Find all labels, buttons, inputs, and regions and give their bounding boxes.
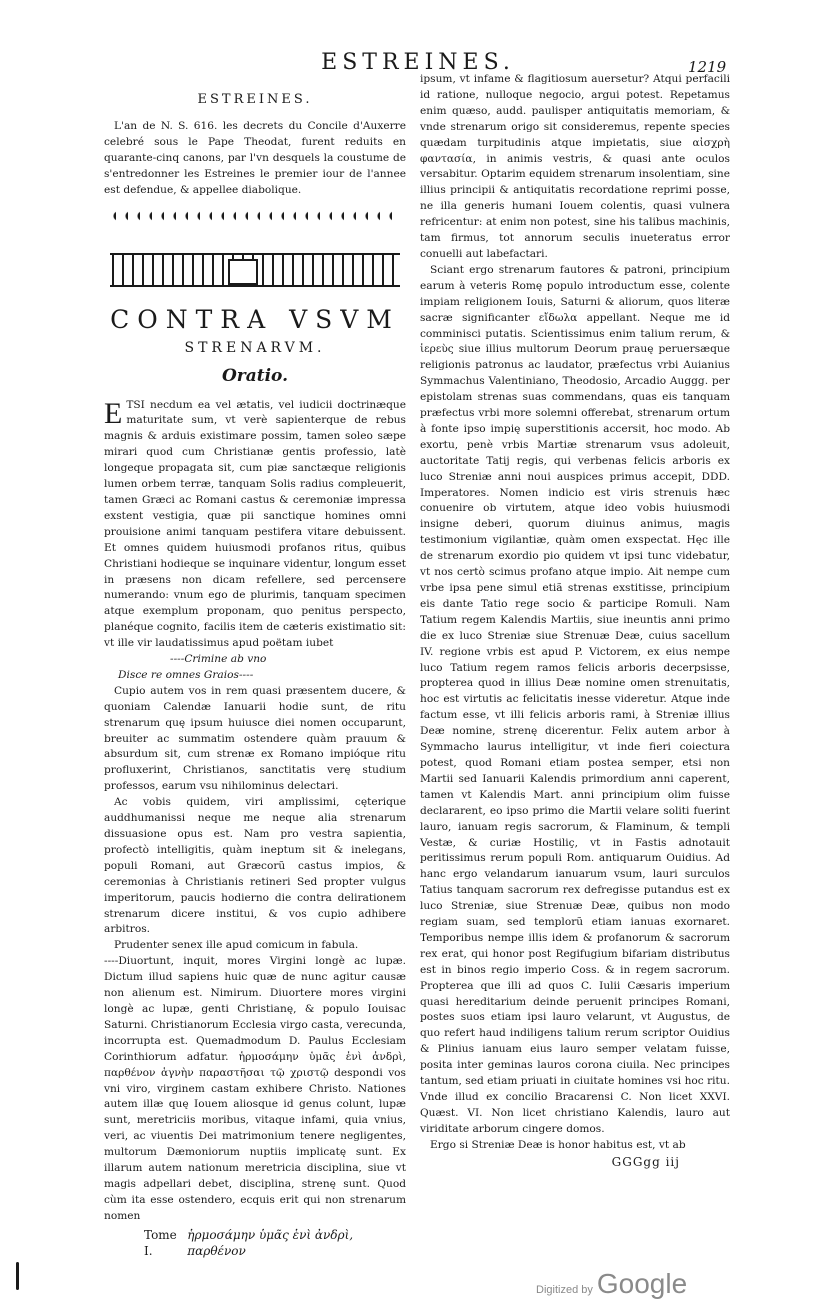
oration-label: Oratio. bbox=[221, 365, 289, 386]
footer-greek: ἡρμοσάμην ὑμᾶς ἑνὶ ἀνδρὶ, παρθένον bbox=[187, 1227, 354, 1258]
ornament-row bbox=[112, 209, 398, 223]
right-column bbox=[420, 72, 730, 1170]
drop-cap: E bbox=[104, 396, 123, 430]
paragraph-2: Cupio autem vos in rem quasi præsentem ducere, & quoniam Calendæ Ianuarii hodie sunt, de ritu strenarum quę ipsum huiusce diei nomen occuparunt, breuiter ac summatim ostendere quàm prauum & absurdum sit, cum strenæ ex Romano impióque ritu profluxerint, Christianos, sanctitatis verę studium professos, earum vsu nihilominus delectari. bbox=[104, 684, 406, 793]
volume-label: Tome I. bbox=[144, 1227, 177, 1258]
verse-line-2: Disce re omnes Graios---- bbox=[118, 668, 254, 681]
oration-title: CONTRA VSVM bbox=[110, 304, 400, 334]
signature-catchword: GGGgg iij bbox=[611, 1154, 680, 1169]
section-heading: ESTREINES. bbox=[197, 92, 313, 107]
paragraph-3: Ac vobis quidem, viri amplissimi, cęterique auddhumanissi neque me neque alia strenarum dissuasione opus est. Nam pro vestra sapientia, profectò intelligitis, quàm ineptum sit & inelegans, populi Romani, aut Græcorũ castus impios, & ceremonias à Christianis retineri Sed propter vulgus imperitorum, paucis hodierno die contra delirationem strenarum dicere institui, & vos cupio adhibere arbitros. bbox=[104, 796, 406, 936]
ornament-band bbox=[110, 253, 400, 287]
running-title: ESTREINES. bbox=[321, 50, 515, 75]
right-paragraph-1: ipsum, vt infame & flagitiosum auersetur? Atqui perfacili id ratione, nulloque negocio, argui potest. Repetamus enim quæso, audd. paulisper antiquitatis memoriam, & vnde strenarum origo sit consideremus, repente species quædam turpitudinis atque impietatis, siue αἰσχρὴ φαντασία, in animis vestris, & quasi ante oculos versabitur. Optarim equidem strenarum insolentiam, sine illius principii & antiquitatis recordatione reprimi posse, ne illa generis humani Iouem colentis, quasi vulnera refricentur: at enim non potest, sine his talibus machinis, tam firmus, tot annorum seculis inueteratus error conuelli aut labefactari. bbox=[420, 73, 730, 260]
page-number: 1219 bbox=[688, 58, 727, 76]
oration-subtitle: STRENARVM. bbox=[184, 339, 326, 356]
paragraph-4: Prudenter senex ille apud comicum in fabula. bbox=[114, 939, 359, 952]
footer-line bbox=[104, 1227, 406, 1259]
margin-mark bbox=[16, 1262, 19, 1290]
digitized-watermark bbox=[536, 1268, 687, 1300]
google-logo: Google bbox=[596, 1268, 688, 1299]
opening-paragraph: ETSI necdum ea vel ætatis, vel iudicii doctrinæque maturitate sum, vt verè sapienterque de rebus magnis & arduis existimare possim, tamen soleo sæpe mirari quod cum Christianæ gentis professio, latè longeque propagata sit, cum piæ sanctæque religionis lumen orbem terræ, tanquam Solis radius compleuerit, tamen Græci ac Romani castus & ceremoniæ impressa exstent vestigia, quæ pii sanctique homines omni prouisione animi tanquam pestifera vitare debuissent. Et omnes quidem huiusmodi profanos ritus, quibus Christiani hodieque se inquinare videntur, longum esset in præsens non dicam refellere, sed percensere numerando: vnum ego de plurimis, tanquam specimen atque exemplum proponam, quo penitus perspecto, planéque cognito, facilis item de cæteris existimatio sit: vt ille vir laudatissimus apud poëtam iubet bbox=[104, 396, 406, 650]
left-column bbox=[104, 92, 406, 1259]
right-paragraph-3: Ergo si Streniæ Deæ is honor habitus est, vt ab bbox=[430, 1138, 686, 1151]
paragraph-5: ----Diuortunt, inquit, mores Virgini longè ac lupæ. Dictum illud sapiens huic quæ de nunc agitur causæ non alienum est. Nimirum. Diuortere mores virgini longè ac lupæ, genti Christianę, & populo Iouisac Saturni. Christianorum Ecclesia virgo casta, verecunda, incorrupta est. Quemadmodum D. Paulus Ecclesiam Corinthiorum adfatur. ἡρμοσάμην ὑμᾶς ἑνὶ ἀνδρὶ, παρθένον ἁγνὴν παραστῆσαι τῷ χριστῷ despondi vos vni viro, virginem castam exhibere Christo. Nationes autem illæ quę Iouem aliosque id genus colunt, lupæ sunt, meretriciis moribus, vitaque infami, quia vnius, veri, ac viuentis Dei matrimonium tenere negligentes, multorum Dæmoniorum nuptiis implicatę sunt. Ex illarum autem nationum meretricia disciplina, siue vt magis adpellari debet, disciplina, strenę sunt. Quod cùm ita esse ostendero, ecquis erit qui non strenarum nomen bbox=[104, 955, 406, 1222]
intro-paragraph: L'an de N. S. 616. les decrets du Concile d'Auxerre celebré sous le Pape Theodat, furent reduits en quarante-cinq canons, par l'vn desquels la coustume de s'entredonner les Estreines le premier iour de l'annee est defendue, & appellee diabolique. bbox=[104, 120, 406, 196]
watermark-prefix: Digitized by bbox=[536, 1284, 593, 1296]
verse-line-1: ----Crimine ab vno bbox=[170, 653, 267, 666]
right-paragraph-2: Sciant ergo strenarum fautores & patroni, principium earum à veteris Romę populo introductum esse, colente impiam religionem Iouis, Saturni & aliorum, quos literæ sacræ significanter εἴδωλα appellant. Neque me id comminisci putatis. Scientissimus enim talium rerum, & ἱερεὺς siue illius multorum Deorum prauę peruersæque religionis patronus ac laudator, præfectus vrbi Auianius Symmachus Valentiniano, Theodosio, Arcadio Auggg. per epistolam strenas suas commendans, quas eis tanquam præfectus vrbi more solemni offerebat, strenarum ortum à fonte ipso impię superstitionis accersit, hoc modo. Ab exortu, penè vrbis Martiæ strenarum vsus adoleuit, auctoritate Tatij regis, qui verbenas felicis arboris ex luco Streniæ anni noui auspices primus accepit, DDD. Imperatores. Nomen indicio est viris strenuis hæc conuenire ob virtutem, atque ideo vobis huiusmodi insigne deberi, quorum diuinus animus, magis testimonium vigilantiæ, quàm omen exspectat. Hęc ille de strenarum exordio pio quidem vt ipsi tunc videbatur, vt nos certò scimus profano atque impio. Ait nempe cum vrbe ipsa pene simul etiã strenas exstitisse, principium eis dante Tatio rege socio & participe Romuli. Nam Tatium regem Kalendis Martiis, siue ineuntis anni primo die ex luco Streniæ siue Strenuæ Deæ, cuius sacellum IV. regione vrbis est apud P. Victorem, ex eius nempe luco Tatium regem ramos felicis arboris decerpsisse, propterea quod in illius Deæ nomine omen strenuitatis, hoc est virtutis ac felicitatis inesse videretur. Atque inde factum esse, vt illi felicis arboris rami, à Streniæ illius Deæ nomine, strenę dicerentur. Felix autem arbor à Symmacho laurus intelligitur, vt inde fieri coiectura potest, quod Romani etiam postea semper, etsi non Martii sed Ianuarii Kalendis primordium anni caperent, tamen vt Kalendis Mart. anni principium olim fuisse declararent, eo ipso primo die Martii velare soliti fuerint lauro, ianuam regis sacrorum, & Flaminum, & templi Vestæ, & curiæ Hostiliç, vt in Fastis adnotauit peritissimus rerum populi Rom. antiquarum Ouidius. Ad hanc ergo velandarum ianuarum vsum, lauri surculos Tatius tanquam sacrorum rex defregisse putandus est ex luco Streniæ, siue Strenuæ Deæ, quibus non modo regiam suam, sed templorũ etiam ianuas exornaret. Temporibus nempe illis idem & profanorum & sacrorum rex erat, qui honor post Regifugium bifariam distributus est in binos regio imperio Coss. & in regem sacrorum. Propterea que illi ad quos C. Iulii Cæsaris imperium quasi hereditarium deinde peruenit principes Romani, postes suos etiam ipsi lauro velarunt, vt Augustus, de quo refert haud indiligens talium rerum scriptor Ouidius & Plinius ianuam eius lauro semper velatam fuisse, posita inter geminas lauros corona ciuila. Nec principes tantum, sed etiam priuati in ciuitate homines vsi hoc ritu. Vnde illud ex concilio Bracarensi C. Non licet XXVI. Quæst. VI. Non licet christiano Kalendis, lauro aut viriditate arborum cingere domos. bbox=[420, 263, 730, 1135]
